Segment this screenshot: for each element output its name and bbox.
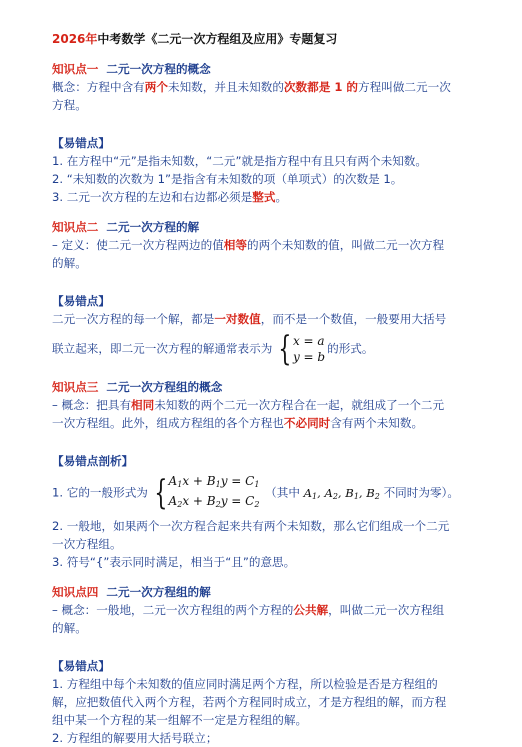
section-3: 知识点三 二元一次方程组的概念 – 概念：把具有相同未知数的两个二元一次方程合在一起，就组成了一个二元 一次方程组。此外，组成方程组的各个方程也不必同时含有两个未知数。 【易错点剖析】 1. 它的一般形式为 { $A_1x + B_1y = C_1$ $A_2x + B_2y = C_2$ （其中 $A_1$, $A_2$, $B_1$, $B_2$ 不同时为零）。 2. 一般地，如果两个一次方程合起来共有两个未知数，那么它们组成一个二元 一次方程组。 3. 符号“{”表示同时满足，相当于“且”的意思。 xyxy=(52,378,470,571)
list-item: 3. 二元一次方程的左边和右边都必须是整式。 xyxy=(52,190,288,204)
list-item: 1. 方程组中每个未知数的值应同时满足两个方程，所以检验是否是方程组的 xyxy=(52,677,438,691)
equation-system: { x = a y = b xyxy=(278,329,326,369)
list-item: 1. 它的一般形式为 { $A_1x + B_1y = C_1$ $A_2x + B_2y = C_2$ （其中 $A_1$, $A_2$, $B_1$, $B_2$ 不同时为零）。 xyxy=(52,473,459,513)
definition-text: 概念：方程中含有两个未知数，并且未知数的次数都是 1 的方程叫做二元一次 xyxy=(52,80,451,94)
section-2: 知识点二 二元一次方程的解 – 定义：使二元一次方程两边的值相等的两个未知数的值，叫做二元一次方程 的解。 【易错点】 二元一次方程的每一个解，都是一对数值，而不是一个数值，一般要用大括号 联立起来，即二元一次方程的解通常表示为 { x = a y = b 的形式。 xyxy=(52,218,470,366)
list-item: 二元一次方程的每一个解，都是一对数值，而不是一个数值，一般要用大括号 xyxy=(52,312,447,326)
section-heading: 知识点一 二元一次方程的概念 xyxy=(52,62,211,76)
definition-text: – 定义：使二元一次方程两边的值相等的两个未知数的值，叫做二元一次方程 xyxy=(52,238,445,252)
list-item: 联立起来，即二元一次方程的解通常表示为 { x = a y = b 的形式。 xyxy=(52,329,374,369)
list-item: 1. 在方程中“元”是指未知数，“二元”就是指方程中有且只有两个未知数。 xyxy=(52,154,427,168)
document-title: 2026年中考数学《二元一次方程组及应用》专题复习 xyxy=(52,32,338,46)
list-item: 2. 一般地，如果两个一次方程合起来共有两个未知数，那么它们组成一个二元 xyxy=(52,519,450,533)
error-point-tag: 【易错点】 xyxy=(52,659,110,673)
section-heading: 知识点四 二元一次方程组的解 xyxy=(52,585,211,599)
definition-text: – 概念：一般地，二元一次方程组的两个方程的公共解，叫做二元一次方程组 xyxy=(52,603,445,617)
section-1: 知识点一 二元一次方程的概念 概念：方程中含有两个未知数，并且未知数的次数都是 1 的方程叫做二元一次 方程。 【易错点】 1. 在方程中“元”是指未知数，“二元”就是指方程中有且只有两个未知数。 2. “未知数的次数为 1”是指含有未知数的项（单项式）的次数是 1。 3. 二元一次方程的左边和右边都必须是整式。 xyxy=(52,60,470,206)
definition-text: – 概念：把具有相同未知数的两个二元一次方程合在一起，就组成了一个二元 xyxy=(52,398,445,412)
list-item: 3. 符号“{”表示同时满足，相当于“且”的意思。 xyxy=(52,555,296,569)
error-point-tag: 【易错点】 xyxy=(52,136,110,150)
section-heading: 知识点二 二元一次方程的解 xyxy=(52,220,200,234)
list-item: 2. “未知数的次数为 1”是指含有未知数的项（单项式）的次数是 1。 xyxy=(52,172,403,186)
general-form-system: { $A_1x + B_1y = C_1$ $A_2x + B_2y = C_2$ xyxy=(154,473,260,513)
error-point-tag: 【易错点】 xyxy=(52,294,110,308)
section-heading: 知识点三 二元一次方程组的概念 xyxy=(52,380,223,394)
list-item: 2. 方程组的解要用大括号联立； xyxy=(52,731,218,745)
error-analysis-tag: 【易错点剖析】 xyxy=(52,454,134,468)
section-4: 知识点四 二元一次方程组的解 – 概念：一般地，二元一次方程组的两个方程的公共解，叫做二元一次方程组 的解。 【易错点】 1. 方程组中每个未知数的值应同时满足两个方程，所以检验是否是方程组的 解，应把数值代入两个方程，若两个方程同时成立，才是方程组的解，而方程 组中某一个方程的某一组解不一定是方程组的解。 2. 方程组的解要用大括号联立； xyxy=(52,583,470,747)
